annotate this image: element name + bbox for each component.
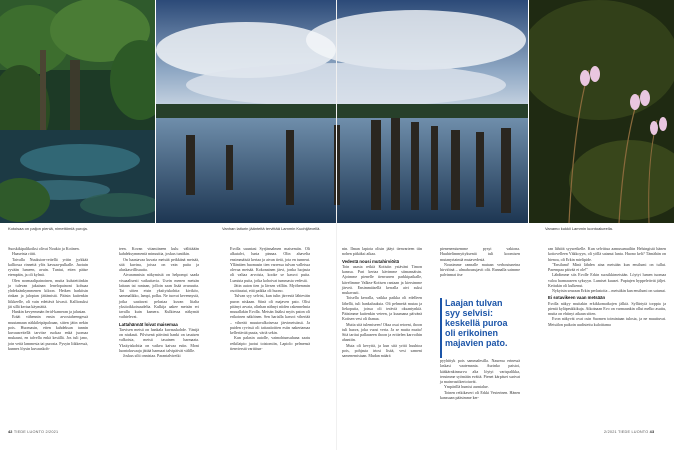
magazine-name-left: TIEDE LUONTO [13, 430, 45, 434]
paragraph: Toin usasta retkiä Kotisiin ystäväni Timon kanssa. Pari kertaa kävimme siimansäistn. Ajoimme pienelle tienvarren parkkipaikalle, kävelimme Valkea-Kotisen rantaan ja kiersimme järveä. Ensimmäisellä kerralla aivi suksi mukavasti. [342, 263, 422, 295]
paragraph: Taivalla Nuuksion-reitellä yritin jyrkkää kalliossa rinnettä ylös kavuaa-pulkalle. Juotuin ryvään lumeen, avuin. Tuntui, etten pääse etempäin, ja oli kylmä. [8, 256, 88, 278]
issue-left: 2/2021 [45, 430, 59, 434]
paragraph: Nykyisin seuraan Erkin perlastoita – metsäkin kan ensilumi on satanut. [552, 288, 666, 293]
pull-quote: Laajan tulvan syy selvisi: keskellä puroa oli erikoinen majavien pato. [445, 298, 508, 348]
paragraph: nin. Ilman lapiota olisin jääyt tienvarteen tiin nohen pitkäksi aikaa. [342, 246, 422, 257]
paragraph: Jätin auton tien ja lävsen välliin. Myöhemmin osoittautui, että paikka oli huono. [230, 282, 310, 293]
subheading: Ei sotavikeen vaan metsään [548, 295, 606, 301]
caption-right: Vanamo kukkii Lammin luontoalueella. [545, 226, 613, 231]
paragraph: Aivaramnista näkymistä on helpompi saada visuaalisesti vaikuttavia. Usein menen metsän laitaan tai rantaan, jolloin saan lisää avaruutta. Tai sitten etsin yksityiskohtia: kiviköo, sammalikko, lampi, polku. Ne tuovat kevennystä, jotka saattavat pelastaa kuvan liialta yksitoikkoisuudelta. Kulkija aakee metsän eri tavalla kuin kamera. Kulkiessa näkymät vaihtelevat. [119, 272, 199, 320]
paragraph: Mutta sitä tulemiseen! Oksa osui retoeni, ihoon tuli haava, joka vuosi verta. Ja se mutta mutta! Sitä tarttui pallaaseen ihoon ja erittelen karvoihin ahantiin. [342, 321, 422, 343]
text-column-6 [548, 246, 666, 327]
paragraph: teen. Kovan vitamiineen kulu välittäään kahdeksymmentä minuuttia, joskus tuntikin. [119, 246, 199, 257]
twinflower-photo [529, 0, 674, 223]
paragraph: Eräät vähennin ensin arvostaheengessä muutamaan näkkileipäpaloaan, sitten jätin nekin pois. Huomasin, etten kahdeksan tunnin kuvausreitellä tarvitse ruokaa enkä juomaa mukaani, en talvella enkä kesällä. Jos tuli jano, join vettä lammesta tai purosta. Pysyin liikkeessä, kunnes löysin kuvauskoh- [8, 314, 88, 351]
paragraph: pyyhittyk pois sammalesilla. Naurmu erinessä laskasi vaatemania. Aurinko paistoi, kääkärnkinsurvu alta löytyi varispalikka, teruimme syömään eväitä. Pienet kärpäset surivat ja mainvastikertoiuvät. [440, 358, 520, 384]
lake-pier-photo [156, 0, 528, 223]
paragraph: Muta oli kevyttä, ja kun sitä yritti huuhtoa pois, pohjasta irtosi lisää, vesi sameni samenemistaan. Mudan määrä [342, 342, 422, 358]
paragraph: Suoskikipalikoiksi olivat Noukio ja Kotinen. [8, 246, 80, 251]
pull-quote-bar [440, 298, 442, 358]
paragraph: Toinen retkikaveri oli Erkki Vesterinen. Hänen kanssaan pääsimme ker- [440, 389, 520, 400]
issue-right: 2/2021 [604, 430, 617, 434]
paragraph: Lähdimme siis Evolle Erkin suosikkimetsään. Löytyi lumen tuomaa valoa harmaaseen syksyyn. Lumiset kuuset. Puptujen hyppeleitvät jäljet. Kettukin oli kulkenut. [548, 272, 666, 288]
footer-left [8, 430, 58, 434]
paragraph: "Ensilumi! Minä lähden aina metsään kun ensilumi on tullut. Parempaa päivää ei ole!" [548, 261, 666, 272]
paragraph: Hankin kevyemmän ferid-kameran ja jalustan. [12, 309, 87, 314]
text-column-4 [342, 246, 422, 358]
caption-left: Kotoisaa on paljon pieniä, nimettömiä puroja. [8, 226, 88, 231]
text-column-3 [230, 246, 310, 351]
caption-mid: Vanhan laiturin jäänteitä tervittää Lammin Kuohijärvellä. [222, 226, 321, 231]
paragraph: Tarvisen metsä on hankala kuvauskohde. Vänijä on niukasti. Pilvisenä päivänä hanki on tasaisen valkoista, metsä tasainen harmaata. Yksityiskohtia on vaikea kaivaa esiin. Moni luontokuvaaja jättää harmaat talvipäivät välille. [119, 326, 199, 353]
paragraph: Tulvan syy selvisi, kun tulin järvestä lähteväin puron niskaan. Siinä oli majaven pato. Olisi pitänyt arvata, olinhan nähnyt niiden rakennelmia muuallakin Evolla. Metsän lisäksi myös paton oli erikoinen näköinen. Sen harialla kasvoi viheriää – vihreää muutavalkoisessa järvimetsässä. Ja puiden ryvissä oli tattaatioitten esiin nakertamaa kellertävää puuta, väriä sekin. [230, 293, 310, 335]
page-gutter [336, 0, 337, 450]
text-column-5-bottom [440, 358, 520, 400]
forest-stream-photo [0, 0, 155, 223]
paragraph: Evon näkyvät ovat osin Suomen toimintaan tulosta, ja ne muuttuvat. Metsälon paikoin uudistettu kuloittama [548, 316, 666, 327]
text-column-2 [119, 246, 199, 358]
paragraph: Toisella kerralla, vaikka paikka oli edelleen lähellä, tuli hankaluuksia. Oli pehmeää mutaa ja liekoputia, joissa oli teräviä oksantynkiä. Pääsimme kuitenkin veteen, ja kuumana päivänä Kotisen vesi oli ihanaa. [342, 295, 422, 322]
text-column-1 [8, 246, 88, 351]
page-number-left: 42 [8, 430, 13, 434]
paragraph: Evolla näkyy muitakin erkikkomatkojen jälkiä. Syllärtyiä torppia ja pieniä kyläpeukkikuja. Aikoinaan Evo on varmaankin ollut melko asuttu, mutta on ehtinyt aikaan sitten. [548, 300, 666, 316]
paragraph: Haaseista riitti. [12, 251, 37, 257]
subheading: Vedestä nousi mutahirviöitä [342, 258, 400, 264]
paragraph: Kun palasin autolle, vaimohtunsuhana saatu retkilaipio juotui toistomiin, Lapiolo pelmensä tienvierstä varttitun- [230, 335, 310, 351]
text-column-5-top [440, 246, 520, 278]
paragraph: Joskus silti onnistaa. Parantalviretki [123, 353, 181, 358]
paragraph: pienenemisemme pysyi vakiona. Huuhtelimmyttykseniä tuli koomisen mutanyrtaimiä mutavedestä. [440, 246, 520, 262]
footer-right [604, 430, 654, 434]
paragraph: Nousimme rannalle mutaan verhoutuneina hirviöinä – ulmahousujavit olit. Rannalla saimme palvinmat itse [440, 261, 520, 278]
subheading: Lattahännät loivat maisemaa [119, 321, 178, 327]
page-number-right: 43 [649, 430, 655, 434]
paragraph: Ympärillä humisi aarnialue. [444, 384, 489, 390]
paragraph: On haastavaa kuvata metsää peikkänä metsää, sitä kuvina, joissa on vain puita ja aluskasvillisuutta. [119, 256, 199, 272]
paragraph: ran lähtöä syysretkelle. Kun selvittua aamusumuiltin Helsingistä hänen kotiovelleen Väkkoyyn, oli yöllä satanut lunta. Huono keli? Tämähän on hienoa, oli Erkin mielipide. [548, 246, 666, 262]
magazine-name-right: TIEDE LUONTO [618, 430, 649, 434]
paragraph: Olen normaalipainoinen, mutta kulutettiinkin ja tulevan jakainan lenelopainoni kohuaa yhdeksänkymmenen kiloon. Hetken harkitsin rinkan ja jalopian jättämistä. Pääsin kuitenkin liikkeelle, oli vain edettävä kivasti. Kalliosuksi jäi sillä kertaa käymättä. [8, 277, 88, 309]
paragraph: Evolla suuntasi Syrjänsalmen maisemiin. Oli alkutalvi, lunta pinnaa. Olin ahavelta ensimmäistä kertaa ja aivan tietä, jota en tunneut. Ylläntäen huomasin tien varressa tulvan valleissa olevaa metsää. Kokonainen järvi, jonka luojasta oli valtaa arvoisia, kooke se kasvoi puita. Lumista puita, jotka kohoivat tummasta vedestä. [230, 246, 310, 283]
